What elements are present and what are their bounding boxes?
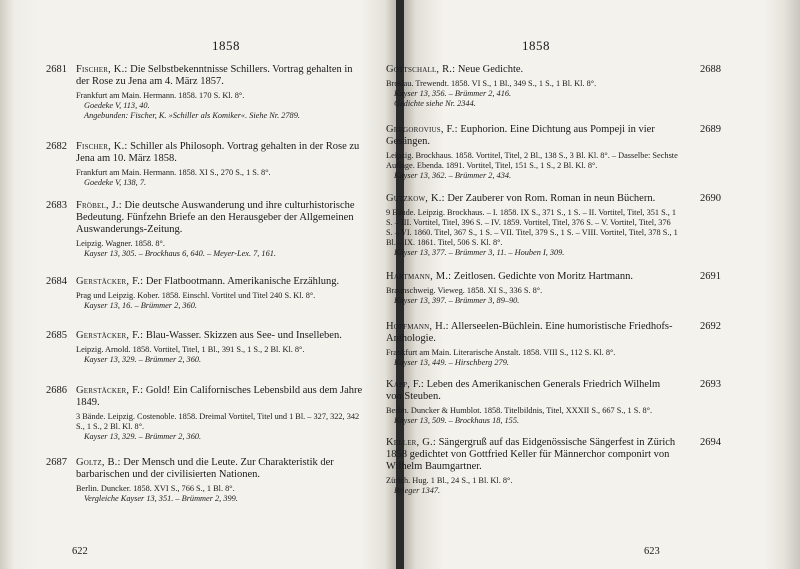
entry-author: Gregorovius, F.: [386,124,458,135]
entry-title: Der Flatbootmann. Amerikanische Erzählung. [143,276,340,287]
entry-author: Gerstäcker, F.: [76,330,144,341]
entry-reference: Kayser 13, 377. – Brümmer 3, 11. – Houben I, 309. [394,248,565,257]
entry-title: Zeitlosen. Gedichte von Moritz Hartmann. [451,271,633,282]
entry-title: Leben des Amerikanischen Generals Friedrich Wilhelm von Steuben. [386,379,661,402]
entry-title: Euphorion. Eine Dichtung aus Pompeji in vier Gesängen. [386,124,655,147]
entry-number: 2684 [46,276,67,287]
entry-reference: Vergleiche Kayser 13, 351. – Brümmer 2, 399. [84,494,238,503]
bibliography-entry [46,330,368,365]
bibliography-entry [386,124,721,181]
entry-reference: Kayser 13, 356. – Brümmer 2, 416. [394,89,512,98]
entry-number: 2691 [700,271,721,282]
entry-number: 2687 [46,457,67,468]
entry-publication: Breslau. Trewendt. 1858. VI S., 1 Bl., 349 S., 1 S., 1 Bl. Kl. 8°. [386,79,597,88]
entry-author: Gottschall, R.: [386,64,456,75]
entry-heading [386,437,678,473]
entry-publication: Leipzig. Wagner. 1858. 8°. [76,239,165,248]
entry-reference: Kayser 13, 329. – Brümmer 2, 360. [84,355,202,364]
page-number: 622 [72,546,88,557]
entry-heading [386,271,678,283]
entry-author: Keller, G.: [386,437,436,448]
entry-author: Kapp, F.: [386,379,425,390]
entry-number: 2693 [700,379,721,390]
bibliography-entry [46,200,368,259]
entry-number: 2682 [46,141,67,152]
entry-number: 2689 [700,124,721,135]
entry-reference: Kayser 13, 16. – Brümmer 2, 360. [84,301,197,310]
entry-publication: Berlin. Duncker. 1858. XVI S., 766 S., 1 Bl. 8°. [76,484,235,493]
right-page [386,0,800,569]
entry-author: Fröbel, J.: [76,200,122,211]
entry-note: Gedichte siehe Nr. 2344. [394,99,476,108]
entry-heading [386,379,678,403]
entry-author: Fischer, K.: [76,141,128,152]
entry-heading [76,385,368,409]
entry-heading [76,200,368,236]
entry-publication: Zürich. Hug. 1 Bl., 24 S., 1 Bl. Kl. 8°. [386,476,513,485]
left-page [0,0,396,569]
entry-title: Gold! Ein Californisches Lebensbild aus dem Jahre 1849. [76,385,363,408]
entry-publication: Braunschweig. Vieweg. 1858. XI S., 336 S. 8°. [386,286,543,295]
entry-heading [76,141,368,165]
entry-heading [76,64,368,88]
entry-reference: Goedeke V, 113, 40. [84,101,150,110]
page-year: 1858 [522,38,550,53]
entry-title: Die Selbstbekenntnisse Schillers. Vortrag gehalten in der Rose zu Jena am 4. März 1857. [76,64,353,87]
entry-note: Angebunden: Fischer, K. »Schiller als Komiker«. Siehe Nr. 2789. [84,111,300,120]
entry-author: Gerstäcker, F.: [76,385,144,396]
entry-heading [386,124,678,148]
entry-publication: Frankfurt am Main. Hermann. 1858. XI S., 270 S., 1 S. 8°. [76,168,271,177]
entry-author: Hartmann, M.: [386,271,452,282]
entry-title: Der Mensch und die Leute. Zur Charakteristik der barbarischen und der civilisierten Nationen. [76,457,334,480]
entry-number: 2686 [46,385,67,396]
entry-publication: Berlin. Duncker & Humblot. 1858. Titelbildnis, Titel, XXXII S., 667 S., 1 S. 8°. [386,406,653,415]
entry-publication: Leipzig. Brockhaus. 1858. Vortitel, Titel, 2 Bl., 138 S., 3 Bl. Kl. 8°. – Dasselbe: Sechste Auflage. Ebenda. 1891. Vortitel, Titel, 151 S., 1 S., 2 Bl. Kl. 8°. [386,151,678,170]
entry-title: Blau-Wasser. Skizzen aus See- und Inselleben. [143,330,342,341]
entry-heading [386,321,678,345]
entry-reference: Kayser 13, 449. – Hirschberg 279. [394,358,509,367]
bibliography-entry [46,141,368,188]
entry-heading [76,457,368,481]
bibliography-entry [386,64,721,109]
bibliography-entry [46,276,368,311]
entry-publication: Prag und Leipzig. Kober. 1858. Einschl. Vortitel und Titel 240 S. Kl. 8°. [76,291,316,300]
entry-number: 2683 [46,200,67,211]
entry-number: 2685 [46,330,67,341]
entry-number: 2692 [700,321,721,332]
entry-number: 2694 [700,437,721,448]
entry-author: Gerstäcker, F.: [76,276,144,287]
entry-title: Allerseelen-Büchlein. Eine humoristische Friedhofs-Anthologie. [386,321,673,344]
entry-title: Der Zauberer von Rom. Roman in neun Büchern. [444,193,656,204]
entry-number: 2690 [700,193,721,204]
entry-author: Hoffmann, H.: [386,321,449,332]
entry-title: Sängergruß auf das Eidgenössische Sängerfest in Zürich 1858 gedichtet von Gottfried Keller für Männerchor componirt von Wilhelm Baumgartner. [386,437,676,472]
entry-number: 2688 [700,64,721,75]
bibliography-entry [386,321,721,368]
entry-heading [386,64,678,76]
entry-publication: Frankfurt am Main. Literarische Anstalt. 1858. VIII S., 112 S. Kl. 8°. [386,348,616,357]
entry-reference: Brieger 1347. [394,486,441,495]
bibliography-entry [386,379,721,426]
entry-reference: Kayser 13, 509. – Brockhaus 18, 155. [394,416,520,425]
entry-heading [386,193,678,205]
bibliography-entry [386,193,721,258]
entry-reference: Kayser 13, 397. – Brümmer 3, 89–90. [394,296,520,305]
entry-publication: 3 Bände. Leipzig. Costenoble. 1858. Dreimal Vortitel, Titel und 1 Bl. – 327, 322, 342 S., 1 S., 2 Bl. Kl. 8°. [76,412,360,431]
bibliography-entry [386,437,721,496]
entry-author: Goltz, B.: [76,457,121,468]
entry-reference: Kayser 13, 362. – Brümmer 2, 434. [394,171,512,180]
entry-publication: 9 Bände. Leipzig. Brockhaus. – I. 1858. IX S., 371 S., 1 S. – II. Vortitel, Titel, 351 S., 1 S. – III. Vortitel, Titel, 396 S. – IV. 1859. Vortitel, Titel, 376 S. – V. Vortitel, Titel, 376 S. – VI. 1860. Titel, 367 S., 1 S. – VII. Titel, 379 S., 1 S. – VIII. Vortitel, Titel, 378 S., 1 Bl. – IX. 1861. Titel, 506 S. Kl. 8°. [386,208,678,247]
entry-author: Fischer, K.: [76,64,128,75]
page-number: 623 [644,546,660,557]
entry-heading [76,330,368,342]
entry-author: Gutzkow, K.: [386,193,445,204]
bibliography-entry [46,64,368,121]
bibliography-entry [46,457,368,504]
entry-reference: Kayser 13, 329. – Brümmer 2, 360. [84,432,202,441]
entry-number: 2681 [46,64,67,75]
page-year: 1858 [212,38,240,53]
entry-title: Schiller als Philosoph. Vortrag gehalten in der Rose zu Jena am 10. März 1858. [76,141,360,164]
entry-title: Neue Gedichte. [455,64,524,75]
entry-reference: Goedeke V, 138, 7. [84,178,147,187]
entry-reference: Kayser 13, 305. – Brockhaus 6, 640. – Meyer-Lex. 7, 161. [84,249,276,258]
entry-publication: Leipzig. Arnold. 1858. Vortitel, Titel, 1 Bl., 391 S., 1 S., 2 Bl. Kl. 8°. [76,345,305,354]
bibliography-entry [386,271,721,306]
entry-heading [76,276,368,288]
bibliography-entry [46,385,368,442]
entry-title: Die deutsche Auswanderung und ihre culturhistorische Bedeutung. Fünfzehn Briefe an den Herausgeber der Allgemeinen Auswanderungs-Zeitung. [76,200,355,235]
entry-publication: Frankfurt am Main. Hermann. 1858. 170 S. Kl. 8°. [76,91,245,100]
